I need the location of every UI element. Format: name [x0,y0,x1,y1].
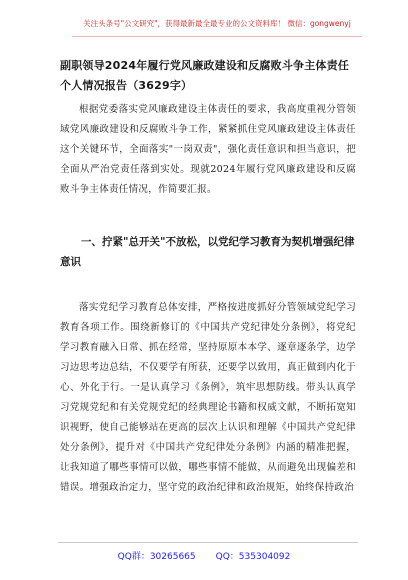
footer [0,546,408,564]
header-banner: 关注头条号"公文研究"，获得最新最全最专业的公文资料库！ 微信：gongwenyj [72,10,362,37]
document-title: 副职领导2024年履行党风廉政建设和反腐败斗争主体责任个人情况报告（3629字） [60,59,350,92]
paragraph-section-1: 落实党纪学习教育总体安排，严格按进度抓好分管领域党纪学习教育各项工作。围绕新修订的《中国共产党纪律处分条例》，将党纪学习教育融入日常、抓在经常，坚持原原本本学、逐章逐条学，边学习边思考边总结，不仅要学有所获，还要学以致用，真正做到内化于心、外化于行。一是认真学习《条例》，筑牢思想防线。带头认真学习党规党纪和有关党规党纪的经典理论书籍和权威文献，不断拓宽知识视野，使自己能够站在更高的层次上认识和理解《中国共产党纪律处分条例》，提升对《中国共产党纪律处分条例》内涵的精准把握，让我知道了哪些事情可以做，哪些事情不能做，从而避免出现偏差和错误。增强政治定力，坚守党的政治纪律和政治规矩，始终保持政治 [60,302,356,493]
paragraph-intro: 根据党委落实党风廉政建设主体责任的要求，我高度重视分管领域党风廉政建设和反腐败斗争工作，紧紧抓住党风廉政建设主体责任这个关键环节，全面落实"一岗双责"，强化责任意识和担当意识，把全面从严治党责任落到实处。现就2024年履行党风廉政建设和反腐败斗争主体责任情况，作简要汇报。 [60,104,356,195]
footer-qq: QQ：535304092 [215,551,291,562]
section-heading-1: 一、拧紧"总开关"不放松，以党纪学习教育为契机增强纪律意识 [60,236,355,268]
footer-qq-group: QQ群：30265665 [117,551,196,562]
footer-divider [58,542,358,543]
